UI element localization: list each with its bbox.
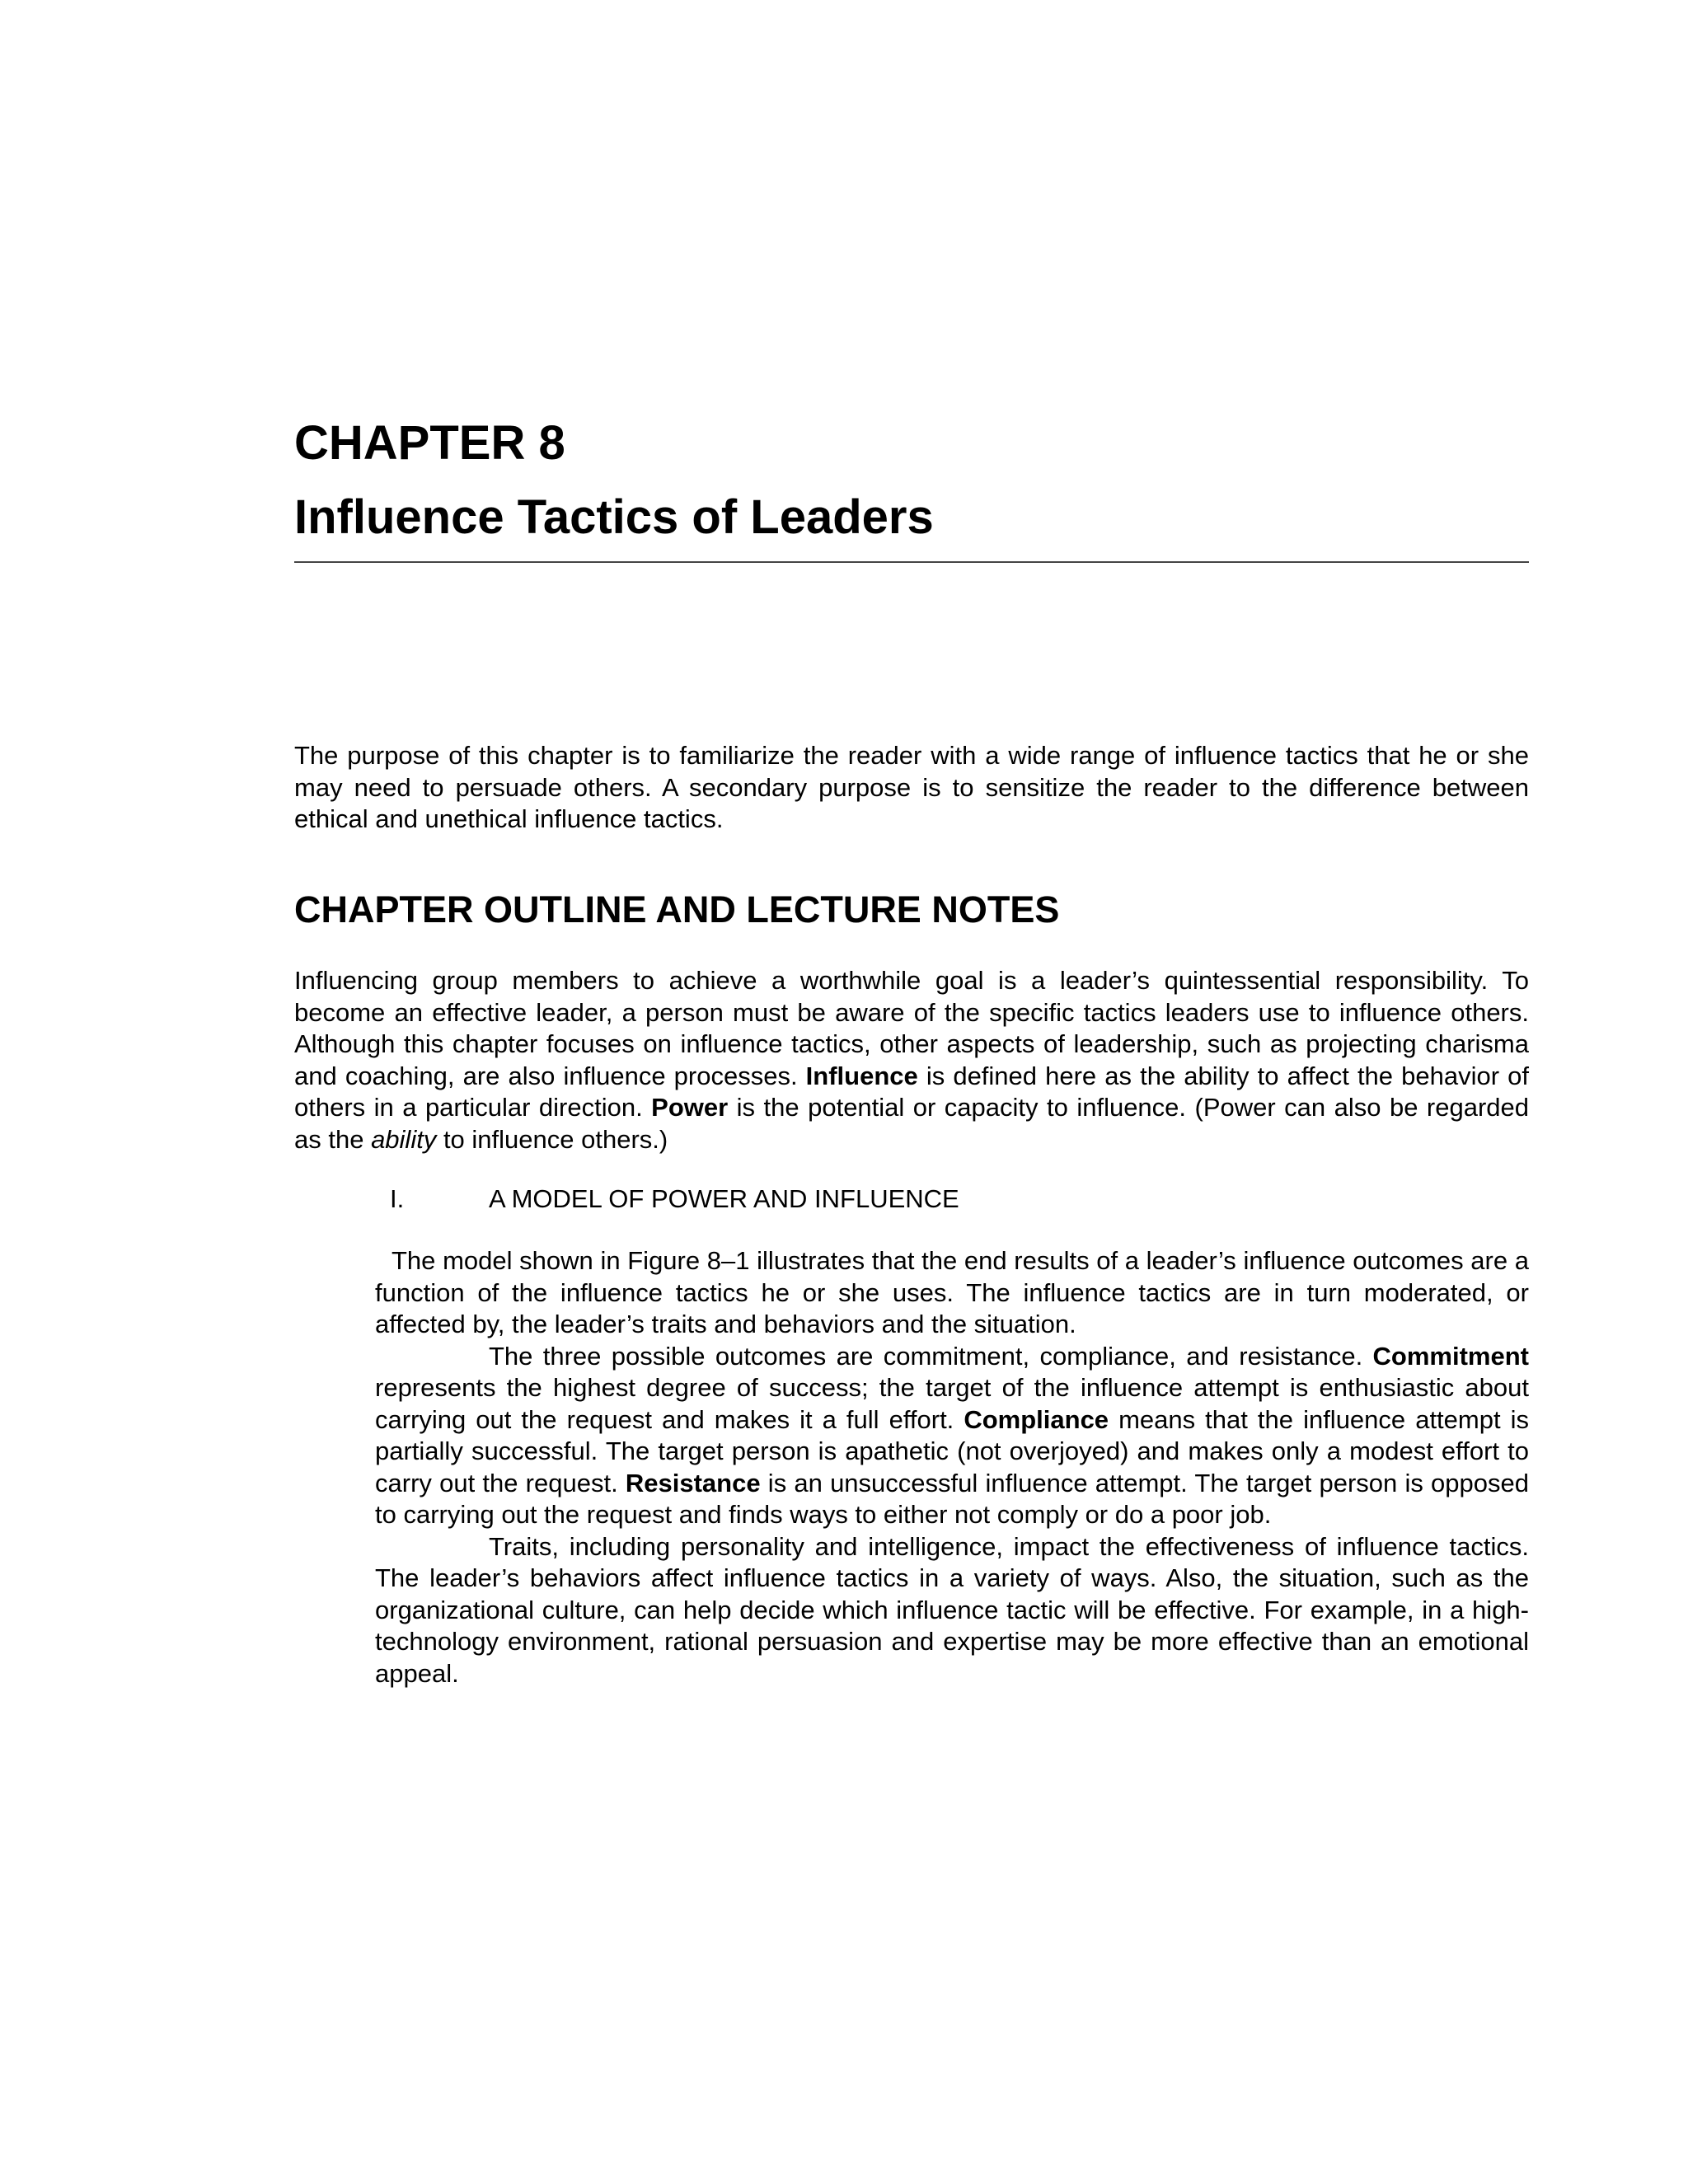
emphasis-ability: ability — [371, 1124, 437, 1154]
traits-paragraph: Traits, including personality and intelligence, impact the effectiveness of influence tactics. The leader’s behaviors affect influence tactics in a variety of ways. Also, the situation, such as the organizational culture, can help decide which influence tactic will be effective. For example, in a high-technology environment, rational persuasion and expertise may be more effective than an emotional appeal. — [375, 1531, 1529, 1688]
term-power: Power — [651, 1093, 729, 1122]
model-paragraph: The model shown in Figure 8–1 illustrates that the end results of a leader’s influence outcomes are a function of the influence tactics he or she uses. The influence tactics are in turn moderated, or affected by, the leader’s traits and behaviors and the situation. — [375, 1246, 1529, 1338]
outcomes-text-2: represents the highest degree of success; the target of the influence attempt is enthusiastic about carrying out the request and makes it a full effort. — [375, 1373, 1529, 1434]
outline-intro-paragraph — [294, 965, 1529, 1155]
outcomes-text-4: is an unsuccessful influence attempt. The target person is opposed to carrying out the request and finds ways to either not comply or do a poor job. — [375, 1468, 1529, 1529]
chapter-title: Influence Tactics of Leaders — [294, 490, 934, 544]
outcomes-text-1: The three possible outcomes are commitment, compliance, and resistance. — [489, 1341, 1373, 1371]
intro-text-4: to influence others.) — [436, 1124, 668, 1154]
outcomes-paragraph — [375, 1341, 1529, 1531]
title-divider — [294, 561, 1529, 563]
term-influence: Influence — [805, 1061, 918, 1090]
section-title: A MODEL OF POWER AND INFLUENCE — [489, 1184, 959, 1213]
term-compliance: Compliance — [964, 1404, 1109, 1434]
intro-text-1: Influencing group members to achieve a worthwhile goal is a leader’s quintessential responsibility. To become an effective leader, a person must be aware of the specific tactics leaders use to influence others. Although this chapter focuses on influence tactics, other aspects of leadership, such as projecting charisma and coaching, are also influence processes. — [294, 966, 1529, 1090]
chapter-label: CHAPTER 8 — [294, 416, 565, 470]
term-resistance: Resistance — [625, 1468, 761, 1497]
intro-text-2: is defined here as the ability to affect the behavior of others in a particular direction. — [294, 1061, 1529, 1122]
term-commitment: Commitment — [1372, 1341, 1529, 1371]
section-body — [375, 1245, 1529, 1690]
chapter-purpose-paragraph: The purpose of this chapter is to familiarize the reader with a wide range of influence tactics that he or she may need to persuade others. A secondary purpose is to sensitize the reader to the difference between ethical and unethical influence tactics. — [294, 741, 1529, 833]
intro-text-3: is the potential or capacity to influence. (Power can also be regarded as the — [294, 1093, 1530, 1154]
outcomes-text-3: means that the influence attempt is partially successful. The target person is apathetic (not overjoyed) and makes only a modest effort to carry out the request. — [375, 1404, 1530, 1497]
outline-heading: CHAPTER OUTLINE AND LECTURE NOTES — [294, 888, 1060, 930]
section-numeral: I. — [390, 1184, 405, 1213]
